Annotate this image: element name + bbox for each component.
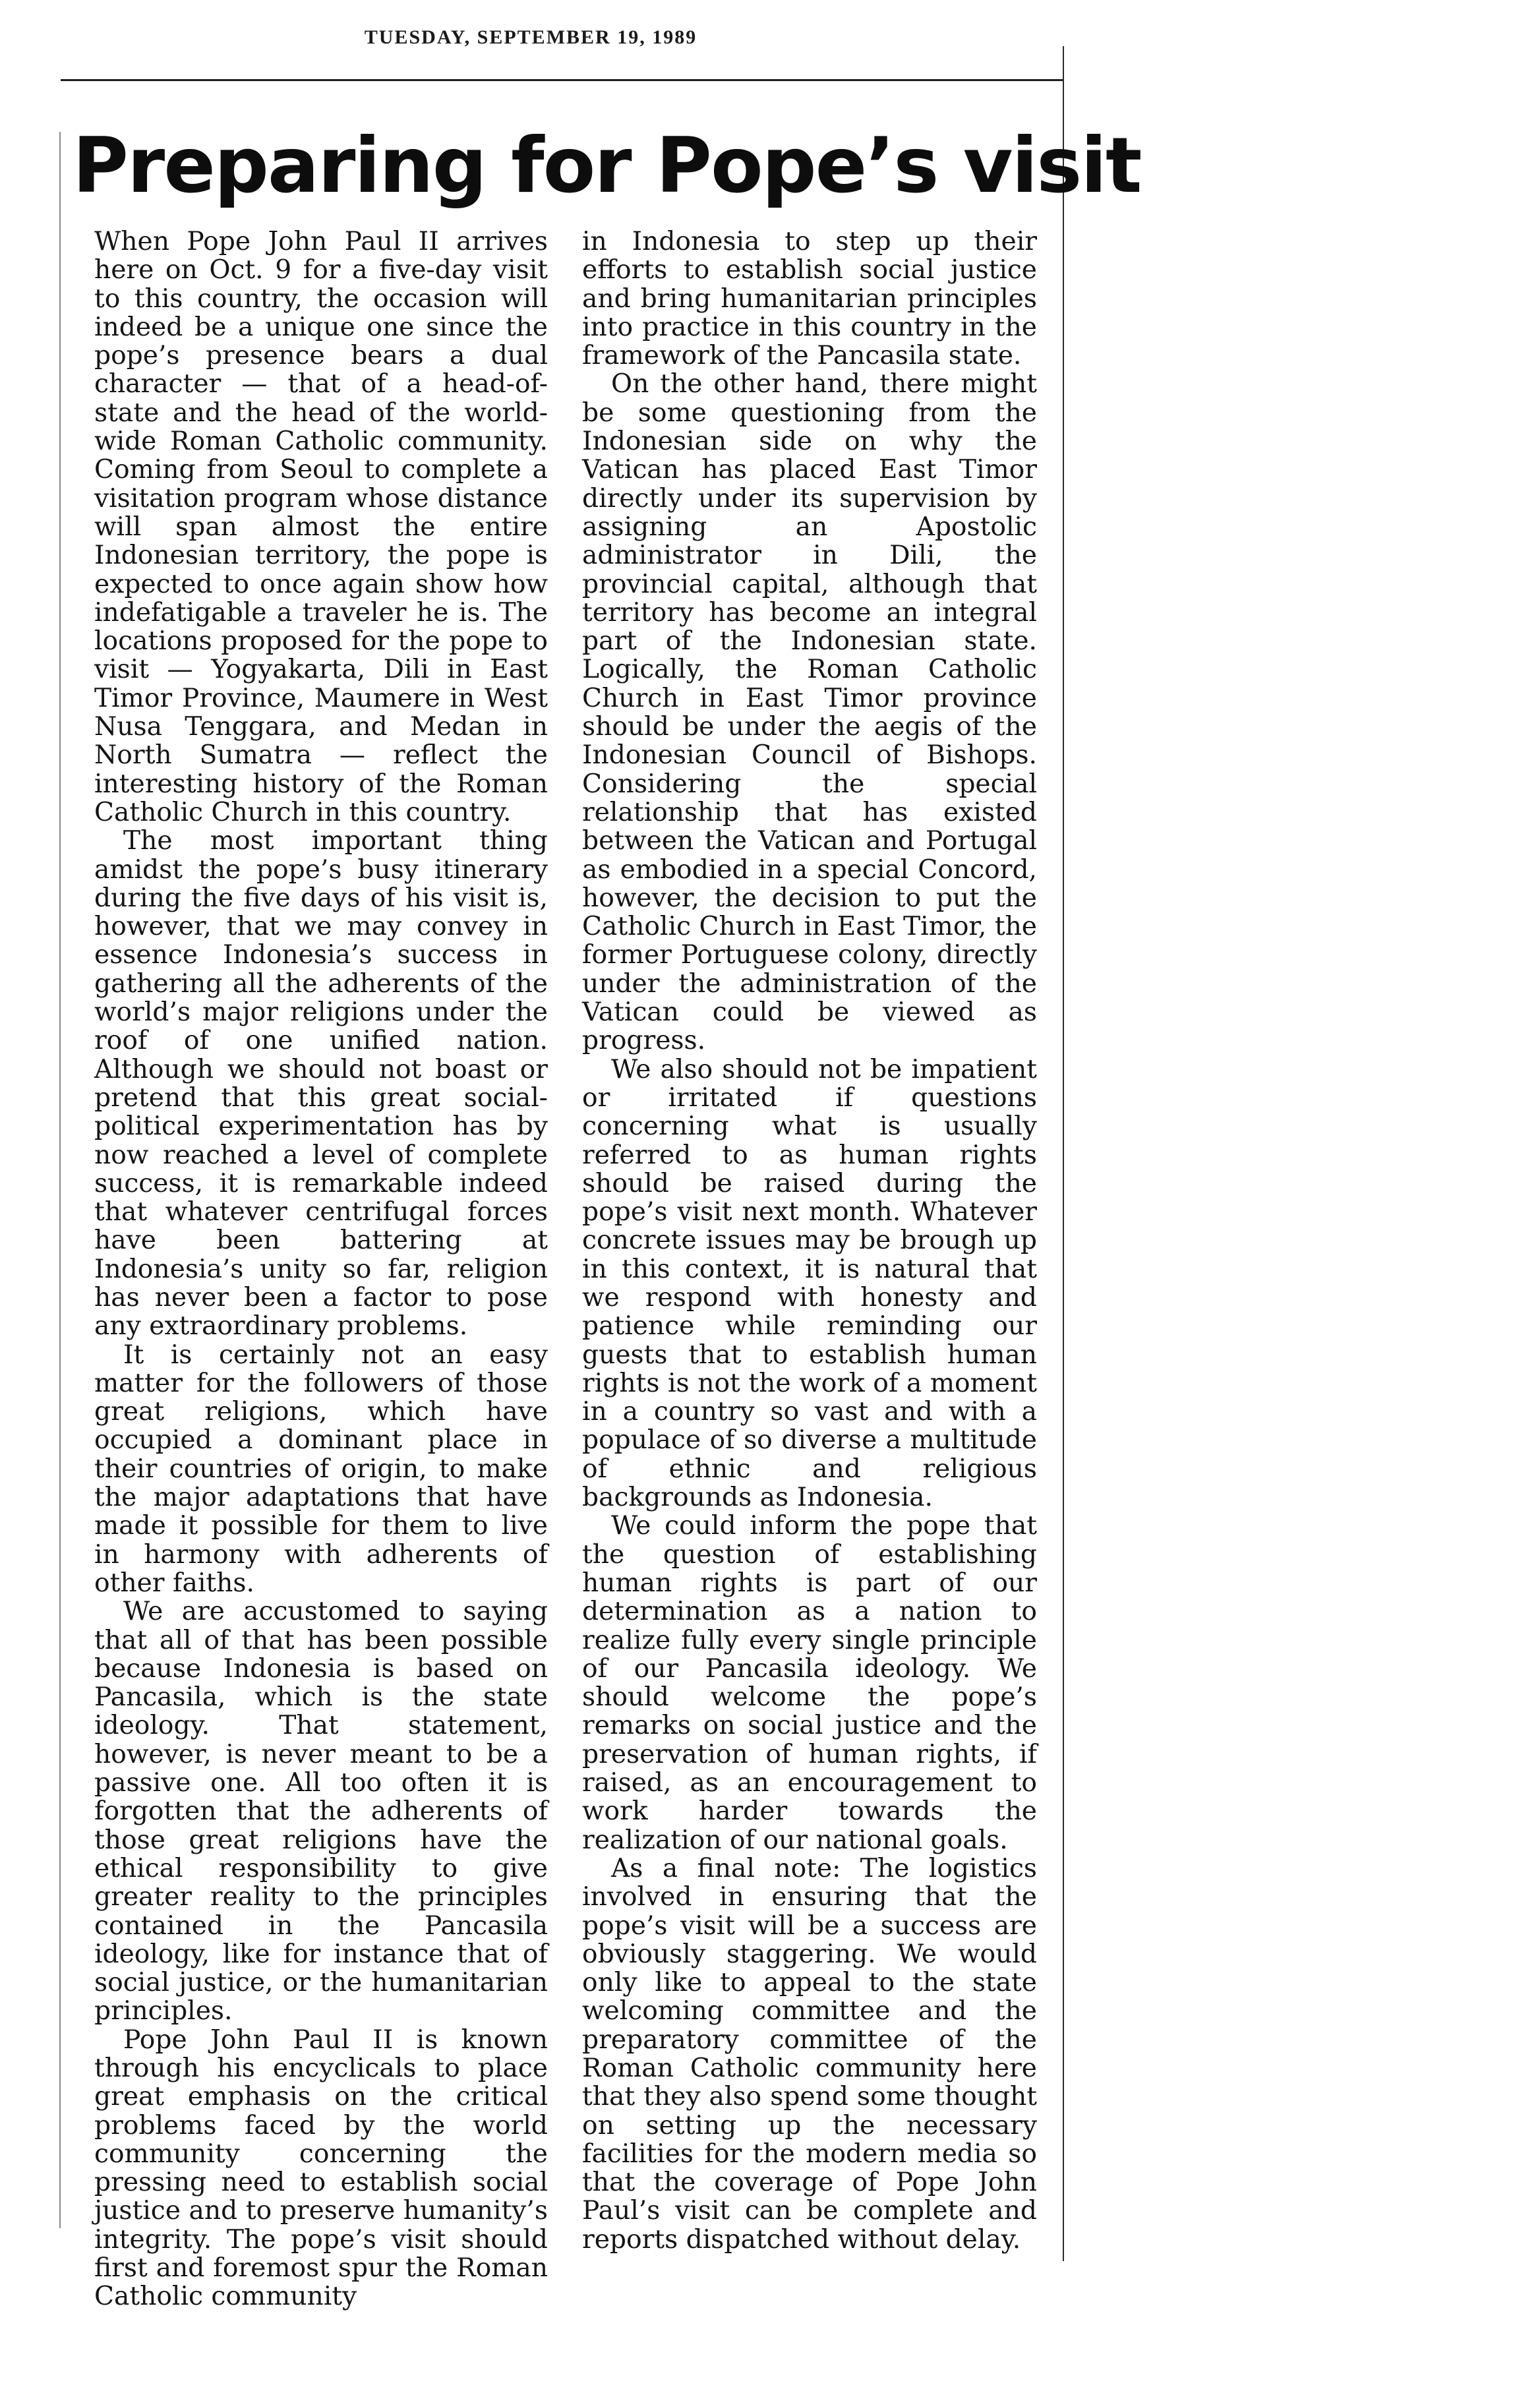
- right-border-line: [1063, 46, 1064, 2261]
- headline: Preparing for Pope’s visit: [73, 121, 1141, 210]
- article-paragraph: The most important thing amidst the pope’s busy itinerary during the five days of his visit is, however, that we may convey in essence Indonesia’s success in gathering all the adherents of the world’s major religions under the roof of one unified nation. Although we should not boast or pretend that this great social-political experimentation has by now reached a level of complete success, it is remarkable indeed that whatever centrifugal forces have been battering at Indonesia’s unity so far, religion has never been a factor to pose any extraordinary problems.: [94, 826, 548, 1342]
- article-paragraph: As a final note: The logistics involved in ensuring that the pope’s visit will be a success are obviously staggering. We would only like to appeal to the state welcoming committee and the preparatory committee of the Roman Catholic community here that they also spend some thought on setting up the necessary facilities for the modern media so that the coverage of Pope John Paul’s visit can be complete and reports dispatched without delay.: [582, 1853, 1037, 2255]
- article-paragraph: On the other hand, there might be some questioning from the Indonesian side on why the Vatican has placed East Timor directly under its supervision by assigning an Apostolic administrator in Dili, the provincial capital, although that territory has become an integral part of the Indonesian state. Logically, the Roman Catholic Church in East Timor province should be under the aegis of the Indonesian Council of Bishops. Considering the special relationship that has existed between the Vatican and Portugal as embodied in a special Concord, however, the decision to put the Catholic Church in East Timor, the former Portuguese colony, directly under the administration of the Vatican could be viewed as progress.: [582, 369, 1037, 1056]
- article-column-right: [582, 227, 1037, 2254]
- article-paragraph: It is certainly not an easy matter for the followers of those great religions, which have occupied a dominant place in their countries of origin, to make the major adaptations that have made it possible for them to live in harmony with adherents of other faiths.: [94, 1340, 548, 1598]
- article-paragraph: in Indonesia to step up their efforts to establish social justice and bring humanitarian principles into practice in this country in the framework of the Pancasila state.: [582, 227, 1037, 371]
- article-paragraph: We also should not be impatient or irritated if questions concerning what is usually referred to as human rights should be raised during the pope’s visit next month. Whatever concrete issues may be brough up in this context, it is natural that we respond with honesty and patience while reminding our guests that to establish human rights is not the work of a moment in a country so vast and with a populace of so diverse a multitude of ethnic and religious backgrounds as Indonesia.: [582, 1054, 1037, 1513]
- article-paragraph: We could inform the pope that the question of establishing human rights is part of our determination as a nation to realize fully every single principle of our Pancasila ideology. We should welcome the pope’s remarks on social justice and the preservation of human rights, if raised, as an encouragement to work harder towards the realization of our national goals.: [582, 1511, 1037, 1855]
- article-column-left: [94, 227, 548, 2311]
- header-rule: [61, 79, 1063, 81]
- article-paragraph: We are accustomed to saying that all of that has been possible because Indonesia is based on Pancasila, which is the state ideology. That statement, however, is never meant to be a passive one. All too often it is forgotten that the adherents of those great religions have the ethical responsibility to give greater reality to the principles contained in the Pancasila ideology, like for instance that of social justice, or the humanitarian principles.: [94, 1597, 548, 2026]
- article-paragraph: When Pope John Paul II arrives here on Oct. 9 for a five-day visit to this country, the occasion will indeed be a unique one since the pope’s presence bears a dual character — that of a head-of-state and the head of the world-wide Roman Catholic community. Coming from Seoul to complete a visitation program whose distance will span almost the entire Indonesian territory, the pope is expected to once again show how indefatigable a traveler he is. The locations proposed for the pope to visit — Yogyakarta, Dili in East Timor Province, Maumere in West Nusa Tenggara, and Medan in North Sumatra — reflect the interesting history of the Roman Catholic Church in this country.: [94, 227, 548, 827]
- left-margin-line: [59, 132, 61, 2228]
- dateline: TUESDAY, SEPTEMBER 19, 1989: [364, 26, 697, 48]
- article-paragraph: Pope John Paul II is known through his encyclicals to place great emphasis on the critical problems faced by the world community concerning the pressing need to establish social justice and to preserve humanity’s integrity. The pope’s visit should first and foremost spur the Roman Catholic community: [94, 2024, 548, 2312]
